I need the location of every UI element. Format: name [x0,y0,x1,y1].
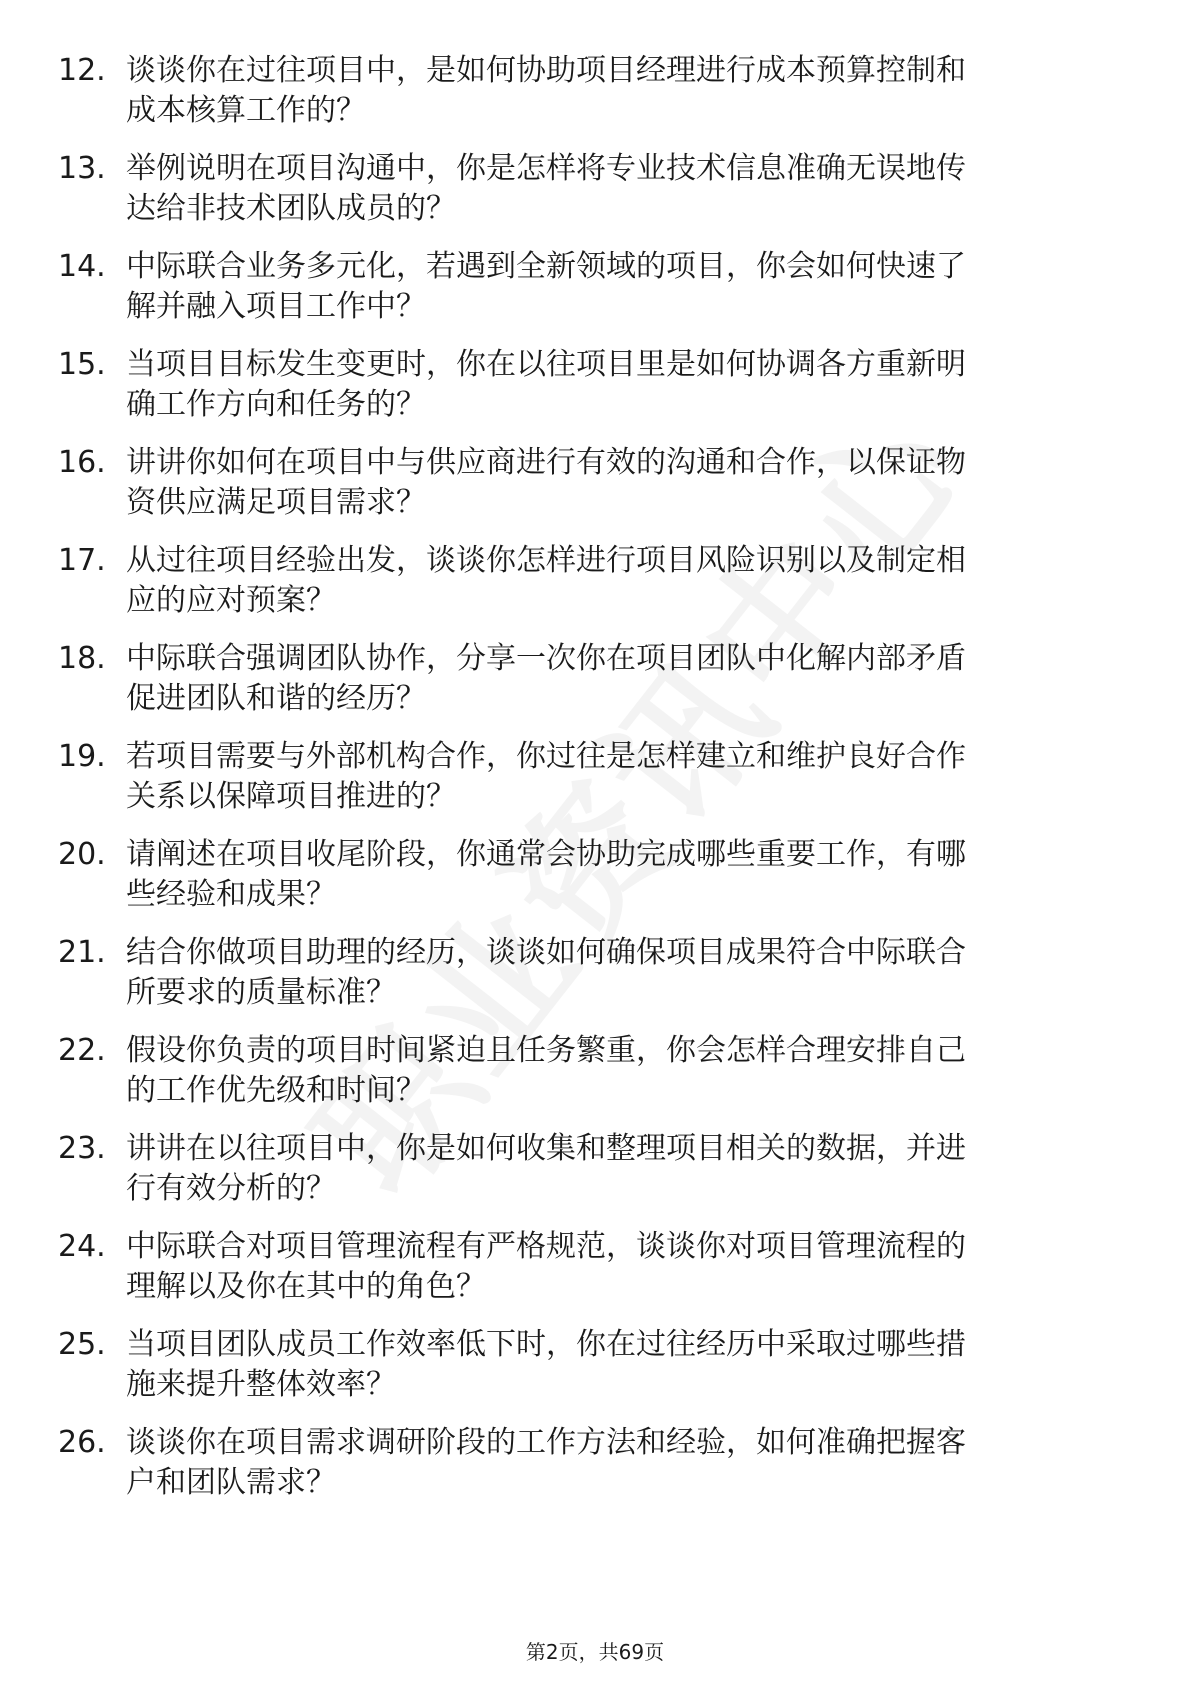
question-text-line-1: 假设你负责的项目时间紧迫且任务繁重，你会怎样合理安排自己 [126,1033,966,1068]
question-text-line-1: 中际联合业务多元化，若遇到全新领域的项目，你会如何快速了 [126,249,966,284]
question-text-line-1: 谈谈你在过往项目中，是如何协助项目经理进行成本预算控制和 [126,53,966,88]
question-number: 13. [58,151,106,186]
question-item [0,1420,1190,1518]
question-text-line-1: 结合你做项目助理的经历，谈谈如何确保项目成果符合中际联合 [126,935,966,970]
question-number: 16. [58,445,106,480]
question-item [0,440,1190,538]
question-text-line-1: 举例说明在项目沟通中，你是怎样将专业技术信息准确无误地传 [126,151,966,186]
question-item [0,538,1190,636]
question-number: 21. [58,935,106,970]
question-text-line-2: 应的应对预案？ [126,583,336,618]
question-text-line-2: 理解以及你在其中的角色？ [126,1269,486,1304]
question-item [0,1224,1190,1322]
question-text-line-1: 从过往项目经验出发，谈谈你怎样进行项目风险识别以及制定相 [126,543,966,578]
question-text-line-2: 确工作方向和任务的？ [126,387,426,422]
question-text-line-1: 谈谈你在项目需求调研阶段的工作方法和经验，如何准确把握客 [126,1425,966,1460]
question-number: 22. [58,1033,106,1068]
question-text-line-2: 所要求的质量标准？ [126,975,396,1010]
question-text-line-2: 资供应满足项目需求？ [126,485,426,520]
question-text-line-1: 讲讲在以往项目中，你是如何收集和整理项目相关的数据，并进 [126,1131,966,1166]
page-number-label: 第2页，共69页 [525,1640,665,1664]
question-list [0,48,1190,1518]
page-footer [0,1636,1190,1665]
question-text-line-2: 解并融入项目工作中？ [126,289,426,324]
question-text-line-2: 施来提升整体效率？ [126,1367,396,1402]
question-number: 18. [58,641,106,676]
question-number: 15. [58,347,106,382]
question-text-line-2: 关系以保障项目推进的？ [126,779,456,814]
question-number: 25. [58,1327,106,1362]
question-text-line-2: 达给非技术团队成员的？ [126,191,456,226]
question-number: 24. [58,1229,106,1264]
question-item [0,1322,1190,1420]
question-text-line-1: 若项目需要与外部机构合作，你过往是怎样建立和维护良好合作 [126,739,966,774]
question-number: 26. [58,1425,106,1460]
question-text-line-1: 中际联合强调团队协作，分享一次你在项目团队中化解内部矛盾 [126,641,966,676]
question-number: 17. [58,543,106,578]
question-number: 14. [58,249,106,284]
question-text-line-2: 些经验和成果？ [126,877,336,912]
question-item [0,930,1190,1028]
question-text-line-1: 当项目目标发生变更时，你在以往项目里是如何协调各方重新明 [126,347,966,382]
question-number: 19. [58,739,106,774]
question-item [0,244,1190,342]
question-item [0,342,1190,440]
question-item [0,1126,1190,1224]
question-item [0,146,1190,244]
question-text-line-2: 户和团队需求？ [126,1465,336,1500]
question-text-line-1: 讲讲你如何在项目中与供应商进行有效的沟通和合作，以保证物 [126,445,966,480]
question-item [0,48,1190,146]
question-number: 20. [58,837,106,872]
question-text-line-2: 的工作优先级和时间？ [126,1073,426,1108]
question-item [0,734,1190,832]
question-item [0,636,1190,734]
question-text-line-1: 中际联合对项目管理流程有严格规范，谈谈你对项目管理流程的 [126,1229,966,1264]
question-text-line-2: 行有效分析的？ [126,1171,336,1206]
question-item [0,832,1190,930]
question-text-line-2: 成本核算工作的？ [126,93,366,128]
question-text-line-2: 促进团队和谐的经历？ [126,681,426,716]
question-number: 23. [58,1131,106,1166]
question-text-line-1: 当项目团队成员工作效率低下时，你在过往经历中采取过哪些措 [126,1327,966,1362]
question-text-line-1: 请阐述在项目收尾阶段，你通常会协助完成哪些重要工作，有哪 [126,837,966,872]
question-number: 12. [58,53,106,88]
question-item [0,1028,1190,1126]
